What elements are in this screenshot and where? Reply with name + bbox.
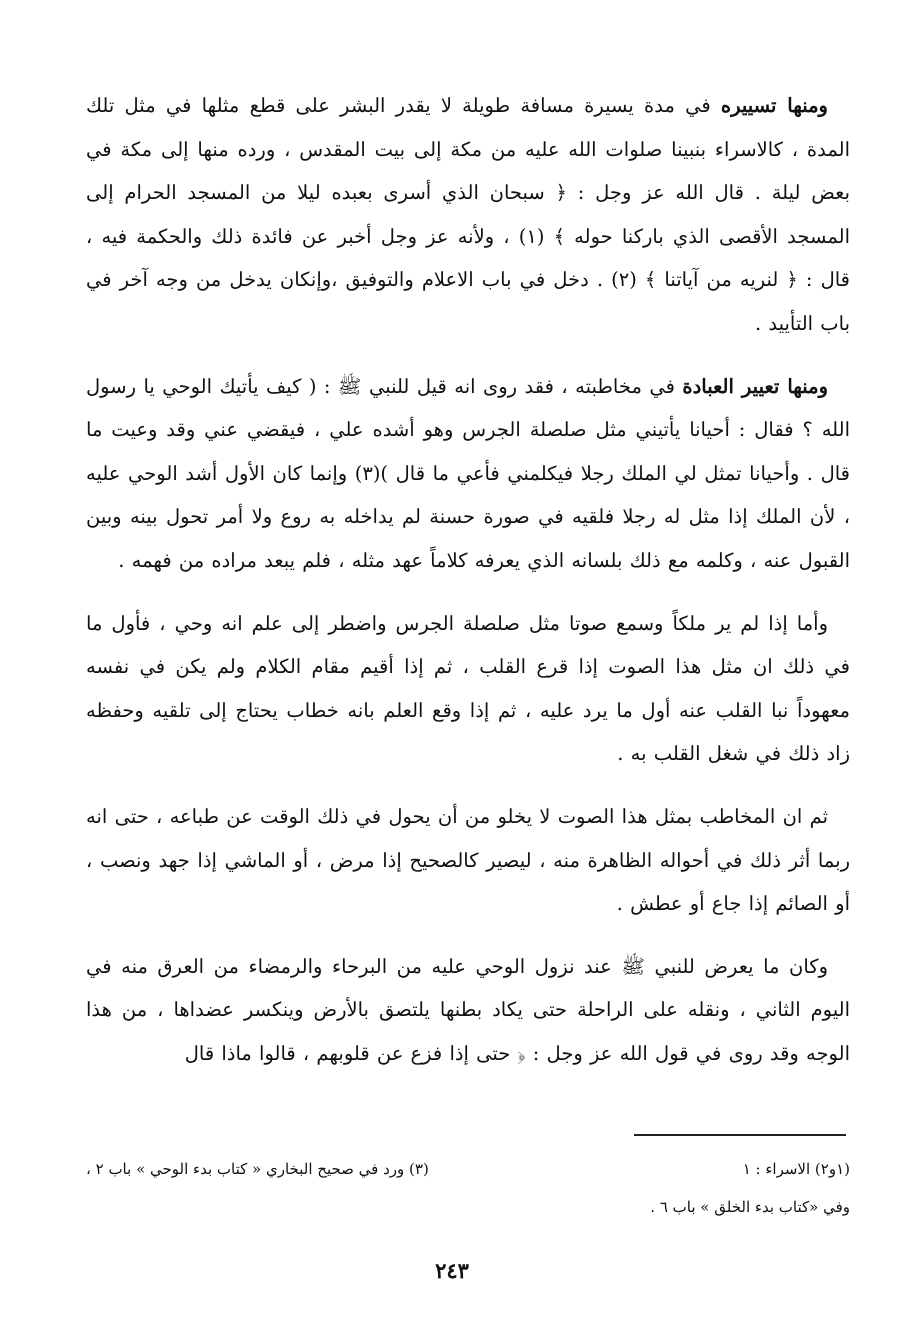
footnote-divider: [634, 1134, 846, 1136]
paragraph-text: ثم ان المخاطب بمثل هذا الصوت لا يخلو من أن يحول في ذلك الوقت عن طباعه ، حتى انه ربما أثر ذلك في أحواله الظاهرة منه ، ليصير كالصحيح إذا مرض ، أو الماشي إذا جهد ونصب ، أو الصائم إذا جاع أو عطش .: [86, 804, 850, 916]
footnote-3: (٣) ورد في صحيح البخاري « كتاب بدء الوحي » باب ٢ ،: [86, 1160, 429, 1178]
footnote-line: [86, 1188, 850, 1226]
paragraph: [86, 365, 850, 583]
paragraph: [86, 945, 850, 1076]
paragraph-text: وأما إذا لم ير ملكاً وسمع صوتا مثل صلصلة الجرس واضطر إلى علم انه وحي ، فأول ما في ذلك ان مثل هذا الصوت إذا قرع القلب ، ثم إذا أقيم مقام الكلام ولم يكن في نفسه معهوداً نبا القلب عنه أول ما يرد عليه ، ثم إذا وقع العلم بانه خطاب يحتاج إلى تلقيه وحفظه زاد ذلك في شغل القلب به .: [86, 611, 850, 766]
paragraph-text: في مخاطبته ، فقد روى انه قيل للنبي ﷺ : ( كيف يأتيك الوحي يا رسول الله ؟ فقال : أحيانا يأتيني مثل صلصلة الجرس وهو أشده علي ، فيقضي عني وقد وعيت ما قال . وأحيانا تمثل لي الملك رجلا فيكلمني فأعي ما قال )(٣) وإنما كان الأول أشد الوحي عليه ، لأن الملك إذا مثل له رجلا فلقيه في صورة حسنة لم يداخله به روع ولا أمر تحول بينه وبين القبول عنه ، وكلمه مع ذلك بلسانه الذي يعرفه كلاماً عهد مثله ، فلم يبعد مراده من فهمه .: [86, 374, 850, 572]
footnote-1-2: (١و٢) الاسراء : ١: [742, 1160, 850, 1178]
main-text: [86, 84, 850, 1094]
paragraph: [86, 602, 850, 776]
footnotes: [86, 1150, 850, 1226]
paragraph-text: في مدة يسيرة مسافة طويلة لا يقدر البشر على قطع مثلها في مثل تلك المدة ، كالاسراء بنبينا صلوات الله عليه من مكة إلى بيت المقدس ، ورده منها إلى مكة في بعض ليلة . قال الله عز وجل : ﴿ سبحان الذي أسرى بعبده ليلا من المسجد الحرام إلى المسجد الأقصى الذي باركنا حوله ﴾ (١) ، ولأنه عز وجل أخبر عن فائدة ذلك والحكمة فيه ، قال : ﴿ لنريه من آياتنا ﴾ (٢) . دخل في باب الاعلام والتوفيق ،وإنكان يدخل من وجه آخر في باب التأييد .: [86, 94, 850, 335]
paragraph-text: وكان ما يعرض للنبي ﷺ عند نزول الوحي عليه من البرحاء والرمضاء من العرق منه في اليوم الثاني ، ونقله على الراحلة حتى يكاد بطنها يلتصق بالأرض وينكسر عضداها ، من هذا الوجه وقد روى في قول الله عز وجل : ﴿ حتى إذا فزع عن قلوبهم ، قالوا ماذا قال: [86, 954, 850, 1065]
paragraph-lead: ومنها تسييره: [720, 94, 828, 117]
footnote-line: [86, 1150, 850, 1188]
paragraph: [86, 795, 850, 926]
footnote-3-continued: وفي «كتاب بدء الخلق » باب ٦ .: [650, 1198, 850, 1216]
paragraph: [86, 84, 850, 346]
page-number: ٢٤٣: [435, 1258, 469, 1283]
paragraph-lead: ومنها تعيير العبادة: [682, 374, 829, 398]
